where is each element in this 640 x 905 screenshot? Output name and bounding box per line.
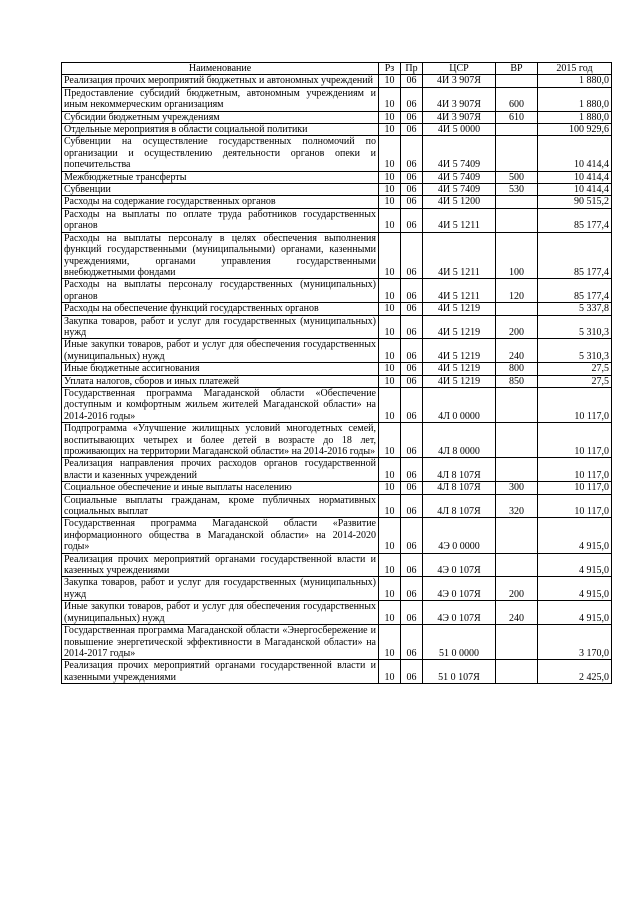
row-rz: 10: [379, 494, 401, 518]
row-name: Государственная программа Магаданской области «Обеспечение доступным и комфортным жильем жителей Магаданской области» на 2014-2016 годы»: [62, 387, 379, 422]
row-name: Реализация прочих мероприятий органами государственной власти и казенными учреждениями: [62, 660, 379, 684]
row-csr: 4Л 0 0000: [423, 387, 496, 422]
header-name: Наименование: [62, 63, 379, 75]
row-rz: 10: [379, 111, 401, 123]
row-amount: 100 929,6: [538, 124, 612, 136]
row-pr: 06: [401, 375, 423, 387]
table-row: [62, 482, 612, 494]
table-row: [62, 423, 612, 458]
row-pr: 06: [401, 232, 423, 279]
table-row: [62, 363, 612, 375]
row-amount: 5 310,3: [538, 315, 612, 339]
row-vr: [496, 208, 538, 232]
row-amount: 1 880,0: [538, 111, 612, 123]
row-name: Субвенции на осуществление государственных полномочий по организации и осуществлению деятельности органов опеки и попечительства: [62, 136, 379, 171]
row-pr: 06: [401, 208, 423, 232]
row-amount: 1 880,0: [538, 75, 612, 87]
row-rz: 10: [379, 363, 401, 375]
row-pr: 06: [401, 625, 423, 660]
row-amount: 85 177,4: [538, 279, 612, 303]
row-rz: 10: [379, 375, 401, 387]
row-pr: 06: [401, 196, 423, 208]
header-pr: Пр: [401, 63, 423, 75]
row-amount: 5 337,8: [538, 303, 612, 315]
row-csr: 4Л 8 0000: [423, 423, 496, 458]
row-vr: [496, 136, 538, 171]
row-name: Иные закупки товаров, работ и услуг для обеспечения государственных (муниципальных) нужд: [62, 339, 379, 363]
row-amount: 10 414,4: [538, 136, 612, 171]
row-rz: 10: [379, 387, 401, 422]
row-amount: 3 170,0: [538, 625, 612, 660]
row-vr: [496, 553, 538, 577]
row-vr: 530: [496, 184, 538, 196]
row-vr: 200: [496, 577, 538, 601]
row-vr: 500: [496, 171, 538, 183]
row-rz: 10: [379, 315, 401, 339]
header-vr: ВР: [496, 63, 538, 75]
row-csr: 4И 3 907Я: [423, 111, 496, 123]
row-rz: 10: [379, 196, 401, 208]
row-vr: 120: [496, 279, 538, 303]
header-rz: Рз: [379, 63, 401, 75]
table-row: [62, 660, 612, 684]
row-vr: [496, 196, 538, 208]
table-row: [62, 111, 612, 123]
table-row: [62, 553, 612, 577]
row-pr: 06: [401, 87, 423, 111]
row-amount: 4 915,0: [538, 553, 612, 577]
row-csr: 4И 5 7409: [423, 171, 496, 183]
row-rz: 10: [379, 482, 401, 494]
row-vr: [496, 625, 538, 660]
row-csr: 4Л 8 107Я: [423, 458, 496, 482]
row-vr: [496, 660, 538, 684]
row-pr: 06: [401, 553, 423, 577]
row-csr: 4И 3 907Я: [423, 75, 496, 87]
row-rz: 10: [379, 232, 401, 279]
table-row: [62, 387, 612, 422]
row-rz: 10: [379, 208, 401, 232]
row-name: Расходы на выплаты персоналу государственных (муниципальных) органов: [62, 279, 379, 303]
row-pr: 06: [401, 494, 423, 518]
row-csr: 4И 5 0000: [423, 124, 496, 136]
table-row: [62, 494, 612, 518]
row-csr: 4Л 8 107Я: [423, 494, 496, 518]
row-pr: 06: [401, 482, 423, 494]
row-pr: 06: [401, 111, 423, 123]
row-vr: 100: [496, 232, 538, 279]
row-name: Иные закупки товаров, работ и услуг для обеспечения государственных (муниципальных) нужд: [62, 601, 379, 625]
row-vr: 200: [496, 315, 538, 339]
row-csr: 4Э 0 0000: [423, 518, 496, 553]
row-name: Государственная программа Магаданской области «Развитие информационного общества в Магаданской области» на 2014-2020 годы»: [62, 518, 379, 553]
row-rz: 10: [379, 171, 401, 183]
row-vr: 800: [496, 363, 538, 375]
table-row: [62, 208, 612, 232]
table-row: [62, 303, 612, 315]
table-row: [62, 184, 612, 196]
row-pr: 06: [401, 279, 423, 303]
budget-table: [61, 62, 612, 684]
row-csr: 51 0 107Я: [423, 660, 496, 684]
row-name: Отдельные мероприятия в области социальной политики: [62, 124, 379, 136]
row-csr: 4Э 0 107Я: [423, 577, 496, 601]
row-csr: 4Э 0 107Я: [423, 601, 496, 625]
row-vr: 240: [496, 339, 538, 363]
row-vr: [496, 303, 538, 315]
table-row: [62, 136, 612, 171]
table-row: [62, 75, 612, 87]
header-row: [62, 63, 612, 75]
row-rz: 10: [379, 136, 401, 171]
row-amount: 90 515,2: [538, 196, 612, 208]
row-csr: 4И 5 1219: [423, 303, 496, 315]
header-csr: ЦСР: [423, 63, 496, 75]
row-csr: 4И 5 1219: [423, 315, 496, 339]
row-amount: 10 414,4: [538, 184, 612, 196]
row-amount: 27,5: [538, 363, 612, 375]
row-name: Реализация прочих мероприятий органами государственной власти и казенных учреждениями: [62, 553, 379, 577]
row-csr: 4И 3 907Я: [423, 87, 496, 111]
row-pr: 06: [401, 75, 423, 87]
table-row: [62, 518, 612, 553]
row-pr: 06: [401, 171, 423, 183]
row-amount: 10 117,0: [538, 482, 612, 494]
table-row: [62, 458, 612, 482]
row-amount: 4 915,0: [538, 577, 612, 601]
row-csr: 4И 5 1200: [423, 196, 496, 208]
row-rz: 10: [379, 75, 401, 87]
row-rz: 10: [379, 303, 401, 315]
table-row: [62, 339, 612, 363]
row-name: Реализация направления прочих расходов органов государственной власти и казенных учреждений: [62, 458, 379, 482]
row-amount: 10 414,4: [538, 171, 612, 183]
row-rz: 10: [379, 625, 401, 660]
row-csr: 4И 5 1219: [423, 363, 496, 375]
row-pr: 06: [401, 601, 423, 625]
row-vr: [496, 75, 538, 87]
table-row: [62, 601, 612, 625]
row-amount: 10 117,0: [538, 494, 612, 518]
row-amount: 85 177,4: [538, 232, 612, 279]
row-amount: 2 425,0: [538, 660, 612, 684]
row-rz: 10: [379, 601, 401, 625]
row-amount: 10 117,0: [538, 458, 612, 482]
row-pr: 06: [401, 136, 423, 171]
row-name: Субвенции: [62, 184, 379, 196]
row-name: Иные бюджетные ассигнования: [62, 363, 379, 375]
row-rz: 10: [379, 553, 401, 577]
table-row: [62, 87, 612, 111]
row-name: Предоставление субсидий бюджетным, автономным учреждениям и иным некоммерческим организациям: [62, 87, 379, 111]
row-rz: 10: [379, 184, 401, 196]
row-pr: 06: [401, 303, 423, 315]
table-row: [62, 315, 612, 339]
row-pr: 06: [401, 577, 423, 601]
row-vr: 610: [496, 111, 538, 123]
table-row: [62, 577, 612, 601]
row-amount: 1 880,0: [538, 87, 612, 111]
row-rz: 10: [379, 518, 401, 553]
row-vr: 320: [496, 494, 538, 518]
row-rz: 10: [379, 577, 401, 601]
row-amount: 85 177,4: [538, 208, 612, 232]
row-pr: 06: [401, 315, 423, 339]
row-vr: 300: [496, 482, 538, 494]
row-vr: [496, 518, 538, 553]
row-rz: 10: [379, 458, 401, 482]
row-amount: 10 117,0: [538, 387, 612, 422]
row-amount: 5 310,3: [538, 339, 612, 363]
row-amount: 4 915,0: [538, 601, 612, 625]
table-row: [62, 279, 612, 303]
row-rz: 10: [379, 279, 401, 303]
row-name: Закупка товаров, работ и услуг для государственных (муниципальных) нужд: [62, 577, 379, 601]
row-pr: 06: [401, 518, 423, 553]
row-pr: 06: [401, 184, 423, 196]
table-row: [62, 171, 612, 183]
row-name: Субсидии бюджетным учреждениям: [62, 111, 379, 123]
row-csr: 4И 5 7409: [423, 136, 496, 171]
row-pr: 06: [401, 458, 423, 482]
row-rz: 10: [379, 87, 401, 111]
row-amount: 4 915,0: [538, 518, 612, 553]
row-vr: 600: [496, 87, 538, 111]
table-row: [62, 196, 612, 208]
row-vr: [496, 458, 538, 482]
header-year: 2015 год: [538, 63, 612, 75]
row-csr: 4И 5 1211: [423, 232, 496, 279]
row-rz: 10: [379, 124, 401, 136]
row-rz: 10: [379, 660, 401, 684]
row-pr: 06: [401, 124, 423, 136]
row-vr: [496, 124, 538, 136]
row-name: Расходы на выплаты персоналу в целях обеспечения выполнения функций государственными (муниципальными) органами, казенными учреждениями, органами управления государственными внебюджетными фондами: [62, 232, 379, 279]
row-pr: 06: [401, 363, 423, 375]
row-name: Расходы на обеспечение функций государственных органов: [62, 303, 379, 315]
row-name: Социальное обеспечение и иные выплаты населению: [62, 482, 379, 494]
row-pr: 06: [401, 387, 423, 422]
row-name: Расходы на выплаты по оплате труда работников государственных органов: [62, 208, 379, 232]
row-pr: 06: [401, 339, 423, 363]
table-row: [62, 124, 612, 136]
row-amount: 10 117,0: [538, 423, 612, 458]
row-name: Реализация прочих мероприятий бюджетных и автономных учреждений: [62, 75, 379, 87]
row-name: Социальные выплаты гражданам, кроме публичных нормативных социальных выплат: [62, 494, 379, 518]
row-vr: 850: [496, 375, 538, 387]
row-csr: 4И 5 1211: [423, 208, 496, 232]
table-row: [62, 375, 612, 387]
row-vr: 240: [496, 601, 538, 625]
row-vr: [496, 387, 538, 422]
table-row: [62, 625, 612, 660]
row-name: Закупка товаров, работ и услуг для государственных (муниципальных) нужд: [62, 315, 379, 339]
table-row: [62, 232, 612, 279]
row-pr: 06: [401, 423, 423, 458]
row-csr: 4И 5 1219: [423, 339, 496, 363]
row-csr: 4Л 8 107Я: [423, 482, 496, 494]
row-rz: 10: [379, 339, 401, 363]
row-name: Межбюджетные трансферты: [62, 171, 379, 183]
row-csr: 51 0 0000: [423, 625, 496, 660]
row-amount: 27,5: [538, 375, 612, 387]
row-csr: 4Э 0 107Я: [423, 553, 496, 577]
row-rz: 10: [379, 423, 401, 458]
table-body: [62, 75, 612, 684]
row-name: Подпрограмма «Улучшение жилищных условий многодетных семей, воспитывающих четырех и более детей в возрасте до 18 лет, проживающих на территории Магаданской области» на 2014-2016 годы»: [62, 423, 379, 458]
row-csr: 4И 5 1219: [423, 375, 496, 387]
row-pr: 06: [401, 660, 423, 684]
row-name: Государственная программа Магаданской области «Энергосбережение и повышение энергетической эффективности в Магаданской области» на 2014-2017 годы»: [62, 625, 379, 660]
row-vr: [496, 423, 538, 458]
row-csr: 4И 5 7409: [423, 184, 496, 196]
row-csr: 4И 5 1211: [423, 279, 496, 303]
row-name: Уплата налогов, сборов и иных платежей: [62, 375, 379, 387]
row-name: Расходы на содержание государственных органов: [62, 196, 379, 208]
